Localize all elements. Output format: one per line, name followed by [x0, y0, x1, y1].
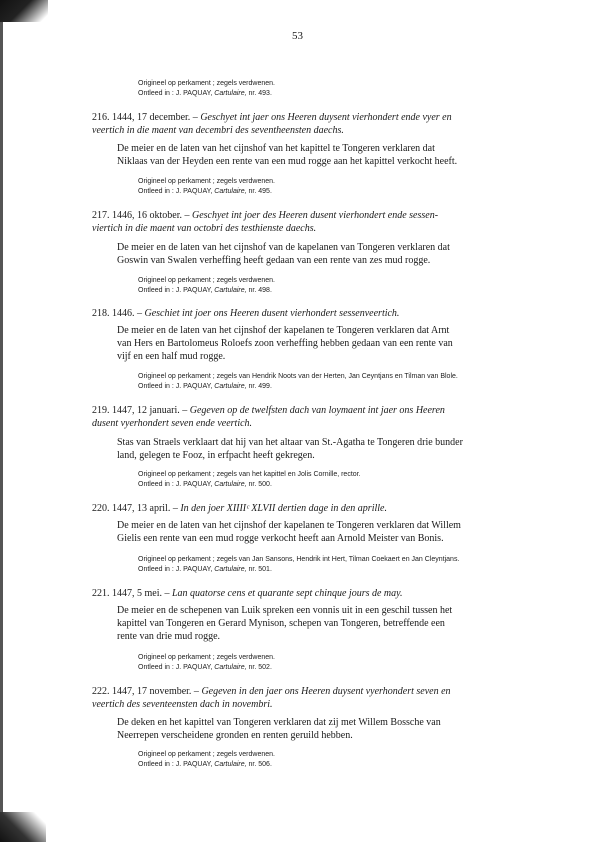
- entry-heading: 218. 1446. – Geschiet int joer ons Heeren dusent vierhondert sessenveertich.: [92, 308, 400, 319]
- entry-note: Origineel op perkament ; zegels van Hendrik Noots van der Herten, Jan Ceyntjans en Tilman van Blole. Ontleed in : J. PAQUAY, Cartulaire, nr. 499.: [138, 373, 458, 390]
- entry-heading: 219. 1447, 12 januari. – Gegeven op de twelfsten dach van loymaent int jaer ons Heeren dusent vyerhondert seven ende veertich.: [92, 405, 445, 429]
- entry-body: Stas van Straels verklaart dat hij van het altaar van St.-Agatha te Tongeren drie bunder land, gelegen te Fooz, in erfpacht heeft gekregen.: [117, 437, 463, 461]
- entry-body: De meier en de laten van het cijnshof der kapelanen te Tongeren verklaren dat Willem Gielis een rente van een mud rogge verkocht heeft aan Arnold Meister van Bonis.: [117, 520, 461, 544]
- entry-note: Origineel op perkament ; zegels verdwenen. Ontleed in : J. PAQUAY, Cartulaire, nr. 498.: [138, 277, 275, 294]
- top-note: [138, 79, 538, 99]
- entry-heading: 221. 1447, 5 mei. – Lan quatorse cens et quarante sept chinque jours de may.: [92, 588, 403, 599]
- entry-heading: 216. 1444, 17 december. – Geschyet int jaer ons Heeren duysent vierhondert ende vyer en veertich in die maent van decembri des seventheensten daechs.: [92, 112, 452, 136]
- scan-corner-top: [0, 0, 48, 22]
- note-edited: Ontleed in : J. PAQUAY, Cartulaire, nr. 493.: [138, 90, 272, 97]
- entry-body: De meier en de laten van het cijnshof van het kapittel te Tongeren verklaren dat Niklaas van der Heyden een rente van een mud rogge aan het kapittel verkocht heeft.: [117, 143, 458, 167]
- entry-note: Origineel op perkament ; zegels van Jan Sansons, Hendrik int Hert, Tilman Coekaert en Jan Cleyntjans. Ontleed in : J. PAQUAY, Cartulaire, nr. 501.: [138, 556, 460, 573]
- entry-body: De meier en de schepenen van Luik spreken een vonnis uit in een geschil tussen het kapittel van Tongeren en Gerard Mynison, schepen van Tongeren, betreffende een rente van drie mud rogge.: [117, 605, 453, 642]
- entry-body: De deken en het kapittel van Tongeren verklaren dat zij met Willem Bossche van Neerrepen verscheidene gronden en renten geruild hebben.: [117, 717, 441, 741]
- entry-body: De meier en de laten van het cijnshof van de kapelanen van Tongeren verklaren dat Goswin van Swalen verheffing heeft gedaan van een rente van zes mud rogge.: [117, 242, 450, 266]
- entry-note: Origineel op perkament ; zegels verdwenen. Ontleed in : J. PAQUAY, Cartulaire, nr. 495.: [138, 178, 275, 195]
- note-origin: Origineel op perkament ; zegels verdwenen.: [138, 80, 275, 87]
- scan-left-edge: [0, 0, 3, 842]
- entry-heading: 220. 1447, 13 april. – In den joer XIIIIᶜ XLVII dertien dage in den aprille.: [92, 503, 387, 514]
- scan-corner-bottom: [0, 812, 46, 842]
- page-number: 53: [292, 30, 303, 42]
- entry-note: Origineel op perkament ; zegels van het kapittel en Jolis Cornille, rector. Ontleed in : J. PAQUAY, Cartulaire, nr. 500.: [138, 471, 361, 488]
- entry-note: Origineel op perkament ; zegels verdwenen. Ontleed in : J. PAQUAY, Cartulaire, nr. 506.: [138, 751, 275, 768]
- entry-heading: 217. 1446, 16 oktober. – Geschyet int joer des Heeren dusent vierhondert ende sessen- viertich in die maent van octobri des testhienste daechs.: [92, 210, 439, 234]
- entry-heading: 222. 1447, 17 november. – Gegeven in den jaer ons Heeren duysent vyerhondert seven en veertich des seventeensten dach in novembri.: [92, 686, 451, 710]
- entry-body: De meier en de laten van het cijnshof der kapelanen te Tongeren verklaren dat Arnt van Hers en Bartolomeus Roloefs zoon verheffing hebben gedaan van een rente van vijf en een half mud rogge.: [117, 325, 453, 362]
- entry-note: Origineel op perkament ; zegels verdwenen. Ontleed in : J. PAQUAY, Cartulaire, nr. 502.: [138, 654, 275, 671]
